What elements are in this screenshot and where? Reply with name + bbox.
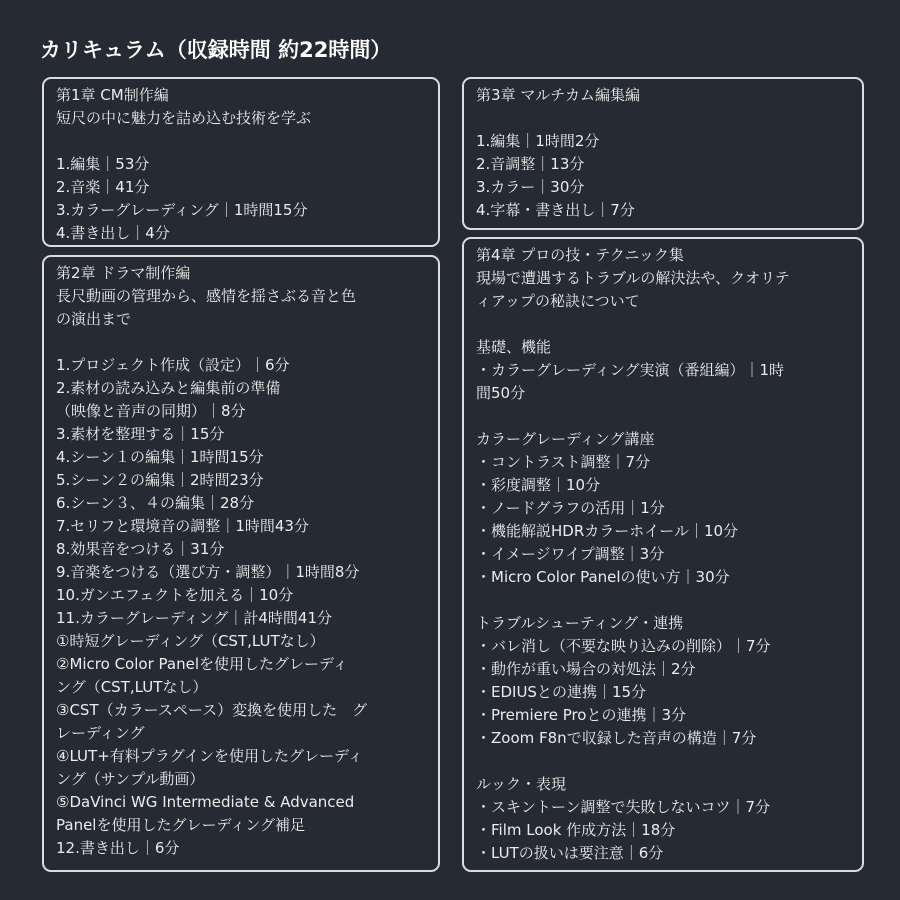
lesson-item: 4.書き出し｜4分 xyxy=(56,224,170,242)
blank-line xyxy=(476,107,852,130)
lesson-item: 5.シーン２の編集｜2時間23分 xyxy=(56,471,264,489)
lesson-item: ・カラーグレーディング実演（番組編）｜1時 xyxy=(476,361,785,379)
lesson-item: 4.字幕・書き出し｜7分 xyxy=(476,201,635,219)
lesson-item: ・イメージワイプ調整｜3分 xyxy=(476,545,665,563)
lesson-item: （映像と音声の同期）｜8分 xyxy=(56,402,246,420)
lesson-item: ③CST（カラースペース）変換を使用した グ xyxy=(56,701,368,719)
lesson-item: ・ノードグラフの活用｜1分 xyxy=(476,499,665,517)
chapter-2-description: 長尺動画の管理から、感情を揺さぶる音と色 xyxy=(56,287,357,305)
chapter-4-heading: 第4章 プロの技・テクニック集 xyxy=(476,246,684,264)
lesson-item: ・LUTの扱いは要注意｜6分 xyxy=(476,844,664,862)
section-heading: トラブルシューティング・連携 xyxy=(476,614,684,632)
lesson-item: ①時短グレーディング（CST,LUTなし） xyxy=(56,632,325,650)
lesson-item: 3.カラー｜30分 xyxy=(476,178,585,196)
lesson-item: ・コントラスト調整｜7分 xyxy=(476,453,651,471)
lesson-item: 1.プロジェクト作成（設定）｜6分 xyxy=(56,356,290,374)
lesson-item: ④LUT+有料プラグインを使用したグレーディ xyxy=(56,747,363,765)
lesson-item: 9.音楽をつける（選び方・調整）｜1時間8分 xyxy=(56,563,360,581)
chapter-4-card xyxy=(462,237,864,872)
section-heading: ルック・表現 xyxy=(476,775,567,793)
lesson-item: 1.編集｜53分 xyxy=(56,155,150,173)
lesson-item: 11.カラーグレーディング｜計4時間41分 xyxy=(56,609,332,627)
blank-line xyxy=(476,589,852,612)
lesson-item: 2.素材の読み込みと編集前の準備 xyxy=(56,379,281,397)
lesson-item: ング（CST,LUTなし） xyxy=(56,678,208,696)
lesson-item: ・EDIUSとの連携｜15分 xyxy=(476,683,647,701)
chapter-2-card xyxy=(42,255,440,872)
lesson-item: 10.ガンエフェクトを加える｜10分 xyxy=(56,586,294,604)
lesson-item: ⑤DaVinci WG Intermediate & Advanced xyxy=(56,793,355,811)
lesson-item: 間50分 xyxy=(476,384,526,402)
page-title: カリキュラム（収録時間 約22時間） xyxy=(40,38,392,62)
lesson-item: 3.素材を整理する｜15分 xyxy=(56,425,225,443)
blank-line xyxy=(476,313,852,336)
lesson-item: ・バレ消し（不要な映り込みの削除）｜7分 xyxy=(476,637,771,655)
lesson-item: ・彩度調整｜10分 xyxy=(476,476,601,494)
lesson-item: ・Film Look 作成方法｜18分 xyxy=(476,821,676,839)
lesson-item: 2.音調整｜13分 xyxy=(476,155,585,173)
blank-line xyxy=(476,405,852,428)
lesson-item: 6.シーン３、４の編集｜28分 xyxy=(56,494,255,512)
lesson-item: 8.効果音をつける｜31分 xyxy=(56,540,225,558)
chapter-3-heading: 第3章 マルチカム編集編 xyxy=(476,86,641,104)
chapter-4-description: ィアップの秘訣について xyxy=(476,292,640,310)
chapter-1-heading: 第1章 CM制作編 xyxy=(56,86,169,104)
lesson-item: ・機能解説HDRカラーホイール｜10分 xyxy=(476,522,739,540)
lesson-item: ・Zoom F8nで収録した音声の構造｜7分 xyxy=(476,729,757,747)
lesson-item: 7.セリフと環境音の調整｜1時間43分 xyxy=(56,517,309,535)
blank-line xyxy=(56,130,428,153)
lesson-item: ・Premiere Proとの連携｜3分 xyxy=(476,706,687,724)
chapter-1-description: 短尺の中に魅力を詰め込む技術を学ぶ xyxy=(56,109,312,127)
lesson-item: ング（サンプル動画） xyxy=(56,770,205,788)
lesson-item: ・動作が重い場合の対処法｜2分 xyxy=(476,660,696,678)
chapter-1-card xyxy=(42,77,440,247)
section-heading: 基礎、機能 xyxy=(476,338,552,356)
chapter-3-card xyxy=(462,77,864,230)
lesson-item: 1.編集｜1時間2分 xyxy=(476,132,600,150)
chapter-2-description: の演出まで xyxy=(56,310,132,328)
lesson-item: Panelを使用したグレーディング補足 xyxy=(56,816,305,834)
lesson-item: レーディング xyxy=(56,724,145,742)
blank-line xyxy=(476,750,852,773)
chapter-2-heading: 第2章 ドラマ制作編 xyxy=(56,264,191,282)
blank-line xyxy=(56,331,428,354)
lesson-item: 2.音楽｜41分 xyxy=(56,178,150,196)
lesson-item: 12.書き出し｜6分 xyxy=(56,839,180,857)
lesson-item: 3.カラーグレーディング｜1時間15分 xyxy=(56,201,308,219)
lesson-item: ・Micro Color Panelの使い方｜30分 xyxy=(476,568,730,586)
chapter-4-description: 現場で遭遇するトラブルの解決法や、クオリテ xyxy=(476,269,790,287)
lesson-item: 4.シーン１の編集｜1時間15分 xyxy=(56,448,264,466)
lesson-item: ・スキントーン調整で失敗しないコツ｜7分 xyxy=(476,798,771,816)
section-heading: カラーグレーディング講座 xyxy=(476,430,655,448)
lesson-item: ②Micro Color Panelを使用したグレーディ xyxy=(56,655,348,673)
